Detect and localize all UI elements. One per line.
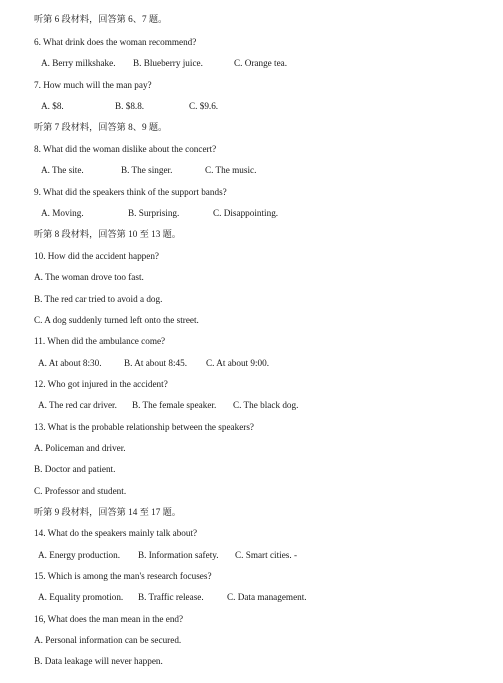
answer-option: B. At about 8:45.: [124, 358, 188, 368]
answer-option: B. Information safety.: [138, 550, 219, 560]
answer-option: C. Orange tea.: [234, 58, 288, 68]
answer-option: B. Surprising.: [128, 208, 180, 218]
question-line: 7. How much will the man pay?: [34, 80, 152, 90]
answer-option: C. At about 9:00.: [206, 358, 270, 368]
question-line: 6. What drink does the woman recommend?: [34, 37, 197, 47]
question-line: 16, What does the man mean in the end?: [34, 614, 184, 624]
answer-option: C. $9.6.: [189, 101, 219, 111]
question-line: 15. Which is among the man's research focuses?: [34, 571, 212, 581]
question-line: 9. What did the speakers think of the support bands?: [34, 187, 227, 197]
section-instruction-text: 听第 8 段材料，回答第 10 至 13 题。: [34, 229, 181, 239]
question-line: 8. What did the woman dislike about the concert?: [34, 144, 217, 154]
section-instruction-text: 听第 7 段材料，回答第 8、9 题。: [34, 122, 168, 132]
answer-option: B. Blueberry juice.: [133, 58, 203, 68]
question-line: B. Data leakage will never happen.: [34, 656, 163, 666]
answer-option: B. $8.8.: [115, 101, 145, 111]
section-instruction-text: 听第 6 段材料，回答第 6、7 题。: [34, 14, 168, 24]
question-line: A. Personal information can be secured.: [34, 635, 182, 645]
answer-option: A. Equality promotion.: [38, 592, 124, 602]
question-line: C. Professor and student.: [34, 486, 127, 496]
question-line: 14. What do the speakers mainly talk about?: [34, 528, 198, 538]
section-instruction-text: 听第 9 段材料，回答第 14 至 17 题。: [34, 507, 181, 517]
answer-option: C. Data management.: [227, 592, 307, 602]
answer-option: C. The music.: [205, 165, 257, 175]
answer-option: C. Smart cities. -: [235, 550, 298, 560]
question-line: A. The woman drove too fast.: [34, 272, 144, 282]
answer-option: A. Moving.: [41, 208, 84, 218]
answer-option: B. The female speaker.: [132, 400, 217, 410]
answer-option: A. The red car driver.: [38, 400, 117, 410]
question-line: A. Policeman and driver.: [34, 443, 126, 453]
question-line: 12. Who got injured in the accident?: [34, 379, 168, 389]
answer-option: C. The black dog.: [233, 400, 299, 410]
answer-option: A. Berry milkshake.: [41, 58, 116, 68]
answer-option: A. At about 8:30.: [38, 358, 102, 368]
question-line: B. The red car tried to avoid a dog.: [34, 294, 163, 304]
question-line: 13. What is the probable relationship between the speakers?: [34, 422, 255, 432]
question-line: C. A dog suddenly turned left onto the street.: [34, 315, 199, 325]
answer-option: A. $8.: [41, 101, 64, 111]
answer-option: B. Traffic release.: [138, 592, 204, 602]
question-line: 10. How did the accident happen?: [34, 251, 160, 261]
answer-option: A. The site.: [41, 165, 84, 175]
question-line: 11. When did the ambulance come?: [34, 336, 166, 346]
answer-option: C. Disappointing.: [213, 208, 279, 218]
question-line: B. Doctor and patient.: [34, 464, 116, 474]
answer-option: A. Energy production.: [38, 550, 120, 560]
answer-option: B. The singer.: [121, 165, 173, 175]
